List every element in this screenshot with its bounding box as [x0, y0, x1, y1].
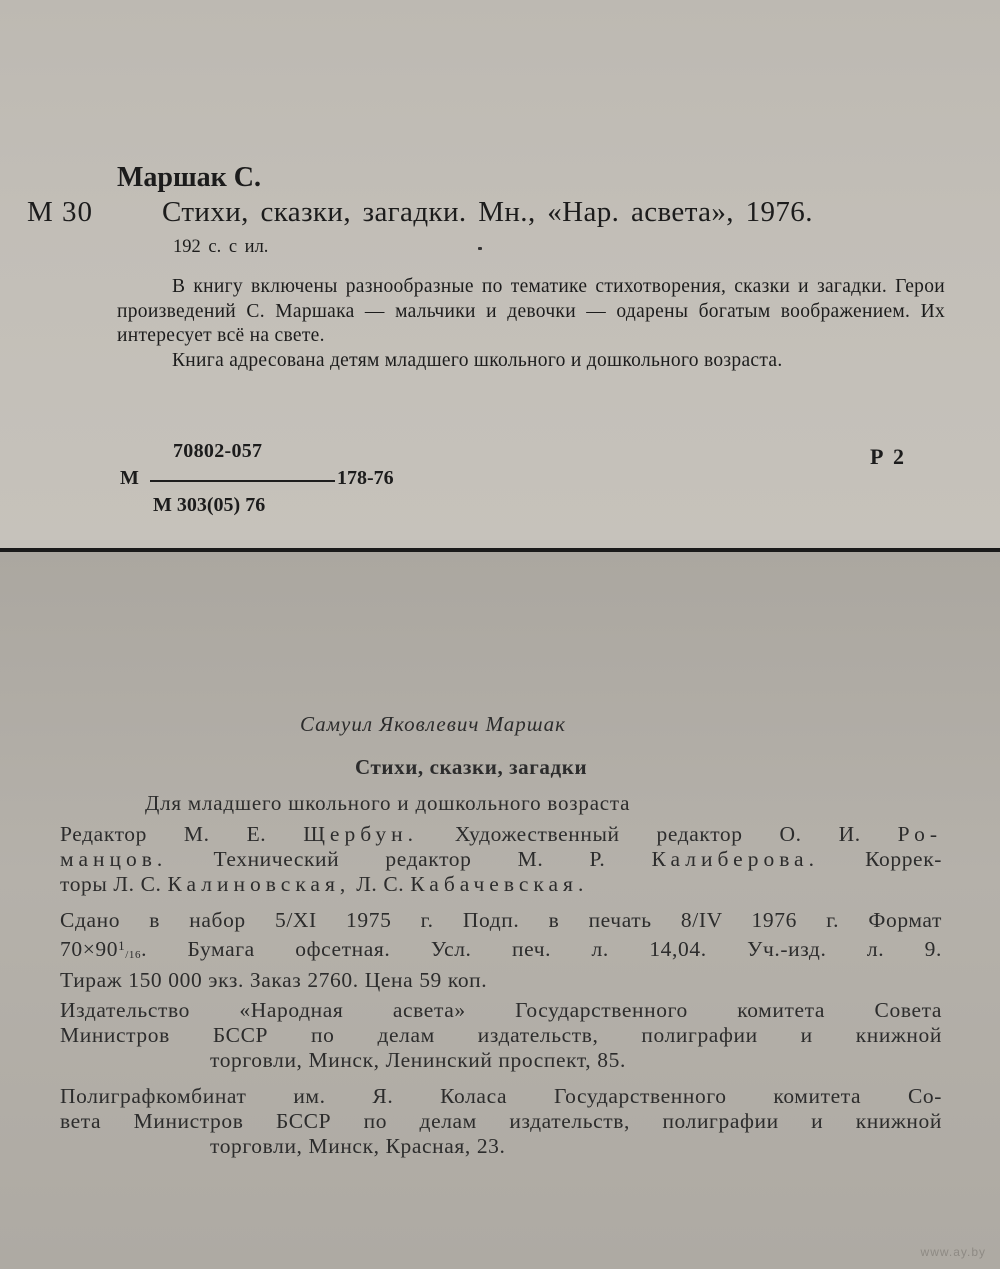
book-title: Стихи, сказки, загадки	[355, 755, 588, 779]
print-info-text: . Бумага офсетная. Усл. печ. л. 14,04. Уч.-изд. л. 9.	[141, 937, 942, 961]
credit-text: Технический редактор М. Р.	[167, 847, 652, 871]
colophon-page	[0, 552, 1000, 1269]
printer-line: вета Министров БССР по делам издательств, полиграфии и книжной	[60, 1109, 942, 1133]
credit-name: Калиновская,	[167, 872, 351, 896]
credits-line	[60, 822, 942, 847]
credit-text: Л. С.	[350, 872, 411, 896]
credit-text: Художественный редактор О. И.	[417, 822, 898, 846]
credit-text: Редактор М. Е.	[60, 822, 304, 846]
credit-text: Коррек-	[818, 847, 942, 871]
classification-code: Р 2	[870, 444, 906, 469]
credit-text: торы Л. С.	[60, 872, 168, 896]
credit-name: Кабачевская.	[410, 872, 589, 896]
format-value: 70×90	[60, 937, 119, 961]
full-author-name: Самуил Яковлевич Маршак	[300, 712, 566, 736]
annotation-paragraph: Книга адресована детям младшего школьного и дошкольного возраста.	[172, 349, 783, 371]
author-heading: Маршак С.	[117, 162, 261, 193]
catalog-number-top: 70802-057	[173, 440, 263, 462]
print-info-line	[60, 933, 942, 968]
credit-name: Ро-	[897, 822, 942, 846]
annotation-paragraph: В книгу включены разнообразные по тематике стихотворения, сказки и загадки. Герои произведений С. Маршака — мальчики и девочки — одарены богатым воображением. Их интересует всё на свете.	[117, 276, 945, 347]
credit-name: манцов.	[60, 847, 168, 871]
catalog-fraction-line	[150, 480, 335, 482]
credit-name: Калиберова.	[651, 847, 819, 871]
catalog-number-bottom: М 303(05) 76	[153, 494, 266, 516]
format-fraction-denominator: /16	[125, 949, 142, 961]
print-info-line: Тираж 150 000 экз. Заказ 2760. Цена 59 коп.	[60, 968, 488, 992]
credits-line	[60, 847, 942, 872]
page-count: 192 с. с ил.	[173, 237, 269, 257]
catalog-number-mid: 178-76	[337, 467, 394, 489]
annotation	[117, 275, 945, 373]
print-info-line: Сдано в набор 5/XI 1975 г. Подп. в печать 8/IV 1976 г. Формат	[60, 908, 942, 932]
credit-name: Щербун.	[303, 822, 418, 846]
publisher-line: Издательство «Народная асвета» Государственного комитета Совета	[60, 998, 942, 1022]
publisher-line: Министров БССР по делам издательств, полиграфии и книжной	[60, 1023, 942, 1047]
printer-block	[60, 1084, 942, 1159]
publisher-block	[60, 998, 942, 1073]
credits-block	[60, 822, 942, 897]
book-annotation-page	[0, 0, 1000, 548]
printer-line: торговли, Минск, Красная, 23.	[210, 1134, 506, 1158]
catalog-letter: М	[120, 467, 139, 489]
credits-line	[60, 872, 942, 897]
catalog-code: М 30	[27, 196, 94, 228]
print-speck	[478, 247, 482, 250]
imprint-line: Стихи, сказки, загадки. Мн., «Нар. асвета», 1976.	[162, 196, 813, 228]
print-info-block	[60, 908, 942, 993]
site-watermark: www.ay.by	[920, 1245, 986, 1259]
format-fraction-numerator: 1	[118, 938, 126, 953]
publisher-line: торговли, Минск, Ленинский проспект, 85.	[210, 1048, 626, 1072]
audience-line: Для младшего школьного и дошкольного возраста	[145, 791, 631, 815]
printer-line: Полиграфкомбинат им. Я. Коласа Государственного комитета Со-	[60, 1084, 942, 1108]
